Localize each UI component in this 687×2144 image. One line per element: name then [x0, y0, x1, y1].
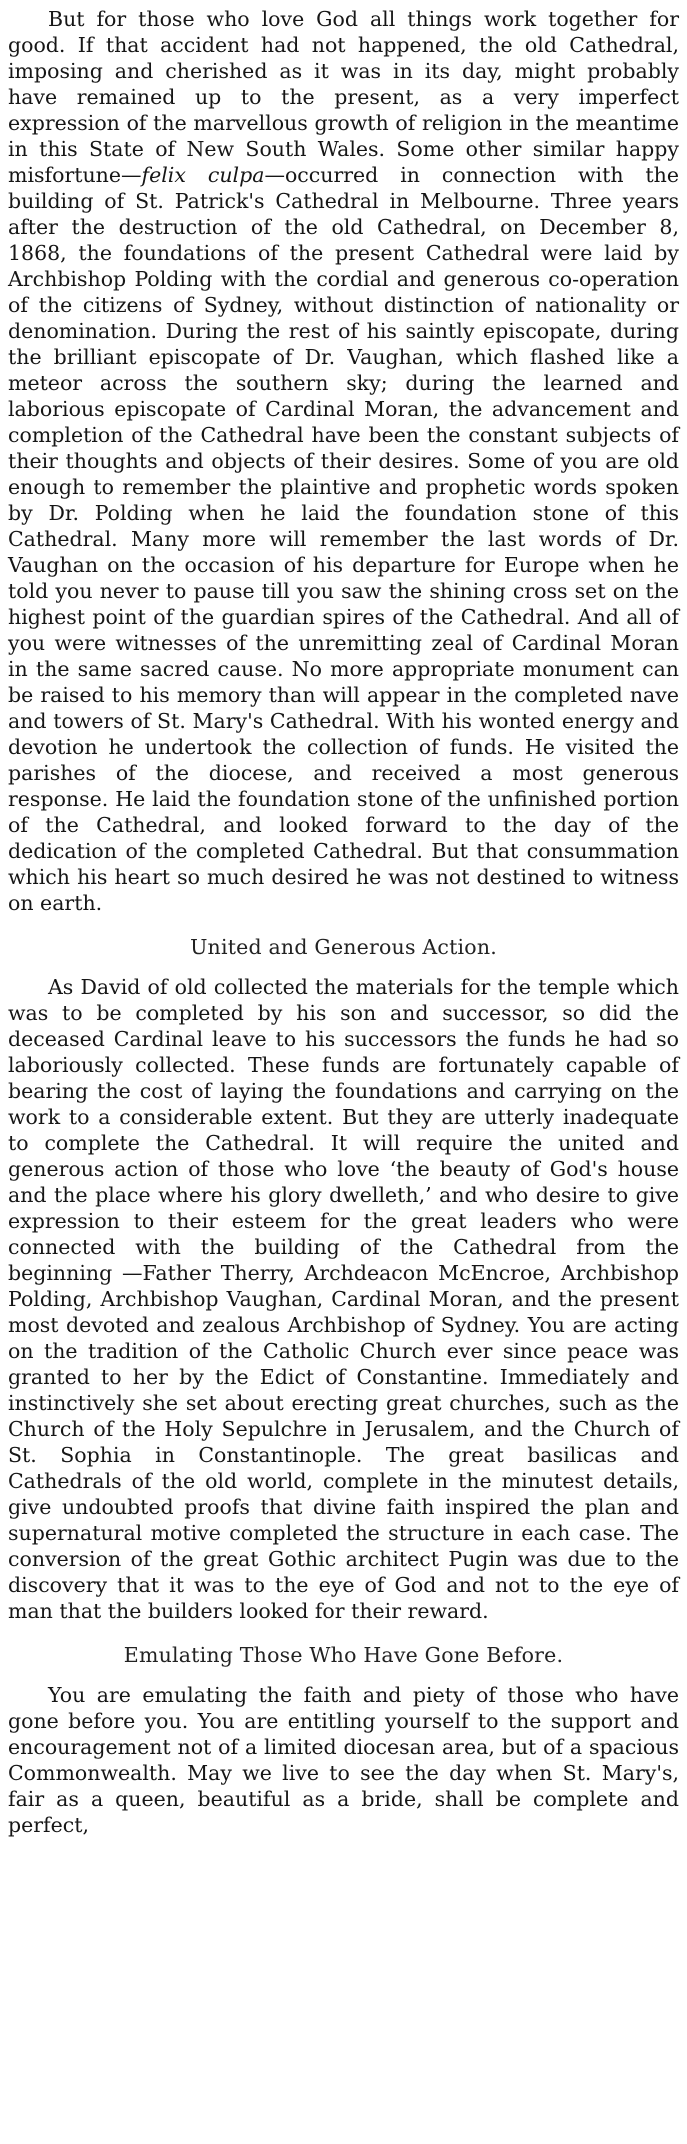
text-run: But for those who love God all things work together for good. If that accident had not happened, the old Cathedral, imposing and cherished as it was in its day, might probably have remained up to the present, as a very imperfect expression of the marvellous growth of religion in the meantime in this State of New South Wales. Some other similar happy misfortune—: [8, 7, 679, 187]
paragraph-cathedral-history: [8, 6, 679, 916]
section-heading-united-action: United and Generous Action.: [190, 935, 497, 959]
paragraph-emulating: You are emulating the faith and piety of those who have gone before you. You are entitling yourself to the support and encouragement not of a limited diocesan area, but of a spacious Commonwealth. May we live to see the day when St. Mary's, fair as a queen, beautiful as a bride, shall be complete and perfect,: [8, 1683, 679, 1837]
paragraph-united-action: As David of old collected the materials for the temple which was to be completed by his son and successor, so did the deceased Cardinal leave to his successors the funds he had so laboriously collected. These funds are fortunately capable of bearing the cost of laying the foundations and carrying on the work to a considerable extent. But they are utterly inadequate to complete the Cathedral. It will require the united and generous action of those who love ‘the beauty of God's house and the place where his glory dwelleth,’ and who desire to give expression to their esteem for the great leaders who were connected with the building of the Cathedral from the beginning —Father Therry, Archdeacon McEncroe, Archbishop Polding, Archbishop Vaughan, Cardinal Moran, and the present most devoted and zealous Archbishop of Sydney. You are acting on the tradition of the Catholic Church ever since peace was granted to her by the Edict of Constantine. Immediately and instinctively she set about erecting great churches, such as the Church of the Holy Sepulchre in Jerusalem, and the Church of St. Sophia in Constantinople. The great basilicas and Cathedrals of the old world, complete in the minutest details, give undoubted proofs that divine faith inspired the plan and supernatural motive completed the structure in each case. The conversion of the great Gothic architect Pugin was due to the discovery that it was to the eye of God and not to the eye of man that the builders looked for their reward.: [8, 975, 679, 1623]
text-run-italic: felix culpa: [141, 163, 265, 187]
section-heading-emulating: Emulating Those Who Have Gone Before.: [123, 1643, 564, 1667]
text-run: —occurred in connection with the building of St. Patrick's Cathedral in Melbourne. Three years after the destruction of the old Cathedral, on December 8, 1868, the foundations of the present Cathedral were laid by Archbishop Polding with the cordial and generous co-operation of the citizens of Sydney, without distinction of nationality or denomination. During the rest of his saintly episcopate, during the brilliant episcopate of Dr. Vaughan, which flashed like a meteor across the southern sky; during the learned and laborious episcopate of Cardinal Moran, the advancement and completion of the Cathedral have been the constant subjects of their thoughts and objects of their desires. Some of you are old enough to remember the plaintive and prophetic words spoken by Dr. Polding when he laid the foundation stone of this Cathedral. Many more will remember the last words of Dr. Vaughan on the occasion of his departure for Europe when he told you never to pause till you saw the shining cross set on the highest point of the guardian spires of the Cathedral. And all of you were witnesses of the unremitting zeal of Cardinal Moran in the same sacred cause. No more appropriate monument can be raised to his memory than will appear in the completed nave and towers of St. Mary's Cathedral. With his wonted energy and devotion he undertook the collection of funds. He visited the parishes of the diocese, and received a most generous response. He laid the foundation stone of the unfinished portion of the Cathedral, and looked forward to the day of the dedication of the completed Cathedral. But that consummation which his heart so much desired he was not destined to witness on earth.: [8, 163, 680, 915]
